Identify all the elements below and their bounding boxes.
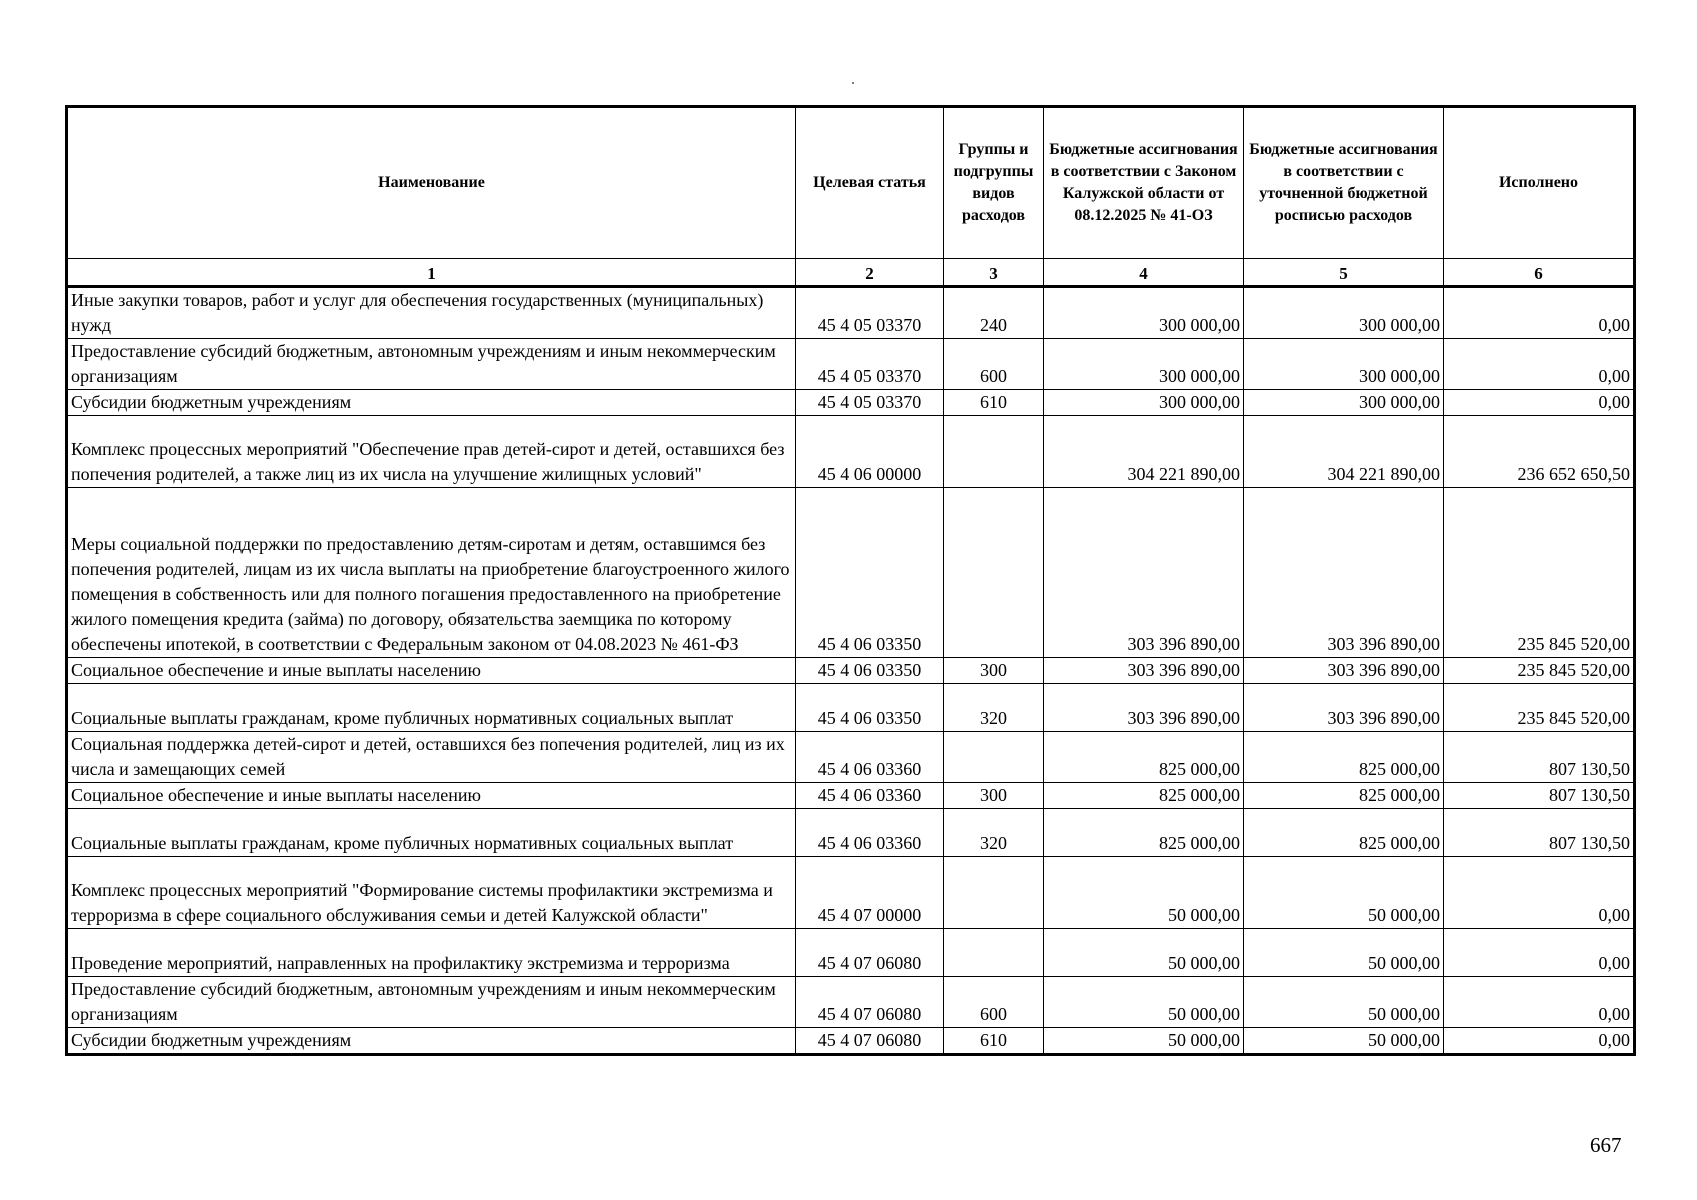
row-expense-group: 600	[944, 977, 1044, 1028]
row-target-article: 45 4 06 03350	[796, 684, 944, 732]
row-name: Комплекс процессных мероприятий "Формирование системы профилактики экстремизма и терроризма в сфере социального обслуживания семьи и детей Калужской области"	[67, 857, 796, 929]
row-law-allocation: 304 221 890,00	[1044, 416, 1244, 488]
row-expense-group: 300	[944, 658, 1044, 684]
row-refined-allocation: 50 000,00	[1244, 977, 1444, 1028]
row-executed: 0,00	[1444, 1028, 1635, 1055]
column-number: 4	[1044, 259, 1244, 287]
row-target-article: 45 4 06 03360	[796, 809, 944, 857]
column-number: 5	[1244, 259, 1444, 287]
row-name: Предоставление субсидий бюджетным, автономным учреждениям и иным некоммерческим организациям	[67, 977, 796, 1028]
row-refined-allocation: 300 000,00	[1244, 287, 1444, 339]
row-law-allocation: 300 000,00	[1044, 390, 1244, 416]
row-law-allocation: 300 000,00	[1044, 287, 1244, 339]
row-executed: 236 652 650,50	[1444, 416, 1635, 488]
table-row	[67, 1028, 1635, 1055]
row-name: Проведение мероприятий, направленных на профилактику экстремизма и терроризма	[67, 929, 796, 977]
row-law-allocation: 50 000,00	[1044, 977, 1244, 1028]
row-expense-group: 300	[944, 783, 1044, 809]
row-refined-allocation: 304 221 890,00	[1244, 416, 1444, 488]
row-executed: 807 130,50	[1444, 809, 1635, 857]
row-refined-allocation: 50 000,00	[1244, 857, 1444, 929]
row-name: Иные закупки товаров, работ и услуг для обеспечения государственных (муниципальных) нужд	[67, 287, 796, 339]
header-executed: Исполнено	[1444, 107, 1635, 259]
row-expense-group	[944, 488, 1044, 658]
row-target-article: 45 4 07 06080	[796, 977, 944, 1028]
row-name: Меры социальной поддержки по предоставлению детям-сиротам и детям, оставшимся без попечения родителей, лицам из их числа выплаты на приобретение благоустроенного жилого помещения в собственность или для полного погашения предоставленного на приобретение жилого помещения кредита (займа) по договору, обязательства заемщика по которому обеспечены ипотекой, в соответствии с Федеральным законом от 04.08.2023 № 461-ФЗ	[67, 488, 796, 658]
row-executed: 235 845 520,00	[1444, 488, 1635, 658]
column-number: 2	[796, 259, 944, 287]
table-row	[67, 339, 1635, 390]
row-expense-group	[944, 416, 1044, 488]
row-law-allocation: 825 000,00	[1044, 783, 1244, 809]
row-target-article: 45 4 05 03370	[796, 390, 944, 416]
page-number: 667	[1590, 1133, 1622, 1157]
table-row	[67, 684, 1635, 732]
row-law-allocation: 303 396 890,00	[1044, 658, 1244, 684]
row-law-allocation: 300 000,00	[1044, 339, 1244, 390]
column-number: 6	[1444, 259, 1635, 287]
row-executed: 807 130,50	[1444, 732, 1635, 783]
row-law-allocation: 303 396 890,00	[1044, 684, 1244, 732]
row-refined-allocation: 300 000,00	[1244, 339, 1444, 390]
table-row	[67, 857, 1635, 929]
header-target-article: Целевая статья	[796, 107, 944, 259]
row-executed: 0,00	[1444, 977, 1635, 1028]
row-name: Социальные выплаты гражданам, кроме публичных нормативных социальных выплат	[67, 809, 796, 857]
row-executed: 235 845 520,00	[1444, 658, 1635, 684]
table-row	[67, 809, 1635, 857]
row-law-allocation: 825 000,00	[1044, 809, 1244, 857]
row-name: Субсидии бюджетным учреждениям	[67, 390, 796, 416]
budget-table	[65, 105, 1636, 1056]
row-law-allocation: 50 000,00	[1044, 1028, 1244, 1055]
table-body	[67, 287, 1635, 1055]
row-executed: 0,00	[1444, 929, 1635, 977]
row-target-article: 45 4 06 03360	[796, 783, 944, 809]
row-expense-group	[944, 929, 1044, 977]
row-name: Предоставление субсидий бюджетным, автономным учреждениям и иным некоммерческим организациям	[67, 339, 796, 390]
header-refined-allocations: Бюджетные ассигнования в соответствии с уточненной бюджетной росписью расходов	[1244, 107, 1444, 259]
table-row	[67, 488, 1635, 658]
row-refined-allocation: 303 396 890,00	[1244, 488, 1444, 658]
row-law-allocation: 303 396 890,00	[1044, 488, 1244, 658]
row-expense-group: 320	[944, 684, 1044, 732]
row-refined-allocation: 300 000,00	[1244, 390, 1444, 416]
row-refined-allocation: 50 000,00	[1244, 929, 1444, 977]
row-executed: 0,00	[1444, 339, 1635, 390]
row-expense-group: 610	[944, 390, 1044, 416]
row-expense-group: 600	[944, 339, 1044, 390]
row-refined-allocation: 303 396 890,00	[1244, 658, 1444, 684]
row-expense-group	[944, 732, 1044, 783]
table-row	[67, 658, 1635, 684]
row-target-article: 45 4 06 03360	[796, 732, 944, 783]
row-target-article: 45 4 05 03370	[796, 287, 944, 339]
row-law-allocation: 825 000,00	[1044, 732, 1244, 783]
row-name: Социальное обеспечение и иные выплаты населению	[67, 658, 796, 684]
column-number: 3	[944, 259, 1044, 287]
row-expense-group	[944, 857, 1044, 929]
table-row	[67, 390, 1635, 416]
row-refined-allocation: 825 000,00	[1244, 732, 1444, 783]
row-executed: 807 130,50	[1444, 783, 1635, 809]
table-row	[67, 783, 1635, 809]
row-target-article: 45 4 06 03350	[796, 488, 944, 658]
row-law-allocation: 50 000,00	[1044, 929, 1244, 977]
row-target-article: 45 4 06 03350	[796, 658, 944, 684]
row-name: Социальная поддержка детей-сирот и детей, оставшихся без попечения родителей, лиц из их числа и замещающих семей	[67, 732, 796, 783]
row-expense-group: 240	[944, 287, 1044, 339]
table-row	[67, 287, 1635, 339]
table-header	[67, 107, 1635, 287]
table-row	[67, 416, 1635, 488]
header-expense-groups: Группы и подгруппы видов расходов	[944, 107, 1044, 259]
table-row	[67, 977, 1635, 1028]
row-expense-group: 610	[944, 1028, 1044, 1055]
row-name: Субсидии бюджетным учреждениям	[67, 1028, 796, 1055]
row-law-allocation: 50 000,00	[1044, 857, 1244, 929]
row-expense-group: 320	[944, 809, 1044, 857]
row-target-article: 45 4 07 06080	[796, 1028, 944, 1055]
row-executed: 0,00	[1444, 287, 1635, 339]
row-target-article: 45 4 07 06080	[796, 929, 944, 977]
row-refined-allocation: 303 396 890,00	[1244, 684, 1444, 732]
row-executed: 0,00	[1444, 857, 1635, 929]
row-refined-allocation: 50 000,00	[1244, 1028, 1444, 1055]
header-name: Наименование	[67, 107, 796, 259]
row-target-article: 45 4 05 03370	[796, 339, 944, 390]
row-target-article: 45 4 06 00000	[796, 416, 944, 488]
row-name: Комплекс процессных мероприятий "Обеспечение прав детей-сирот и детей, оставшихся без попечения родителей, а также лиц из их числа на улучшение жилищных условий"	[67, 416, 796, 488]
row-refined-allocation: 825 000,00	[1244, 783, 1444, 809]
table-row	[67, 929, 1635, 977]
table-row	[67, 732, 1635, 783]
row-name: Социальное обеспечение и иные выплаты населению	[67, 783, 796, 809]
row-name: Социальные выплаты гражданам, кроме публичных нормативных социальных выплат	[67, 684, 796, 732]
column-number: 1	[67, 259, 796, 287]
row-executed: 0,00	[1444, 390, 1635, 416]
row-target-article: 45 4 07 00000	[796, 857, 944, 929]
header-law-allocations: Бюджетные ассигнования в соответствии с Законом Калужской области от 08.12.2025 № 41-ОЗ	[1044, 107, 1244, 259]
row-refined-allocation: 825 000,00	[1244, 809, 1444, 857]
row-executed: 235 845 520,00	[1444, 684, 1635, 732]
scan-speck	[852, 82, 854, 84]
